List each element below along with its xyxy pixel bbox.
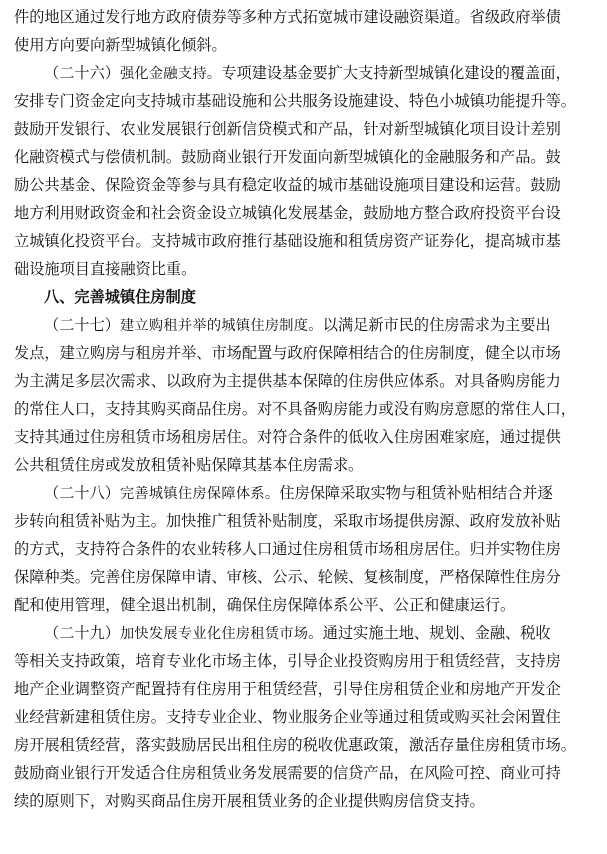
text-line: 化融资模式与偿债机制。鼓励商业银行开发面向新型城镇化的金融服务和产品。鼓: [14, 148, 561, 166]
paragraph-continuation: [14, 3, 593, 59]
text-segment: 专项建设基金要扩大支持新型城镇化建设的覆盖面，: [221, 64, 571, 82]
text-line: 业经营新建租赁住房。支持专业企业、物业服务企业等通过租赁或购买社会闲置住: [14, 708, 561, 726]
text-line: 发点，建立购房与租房并举、市场配置与政府保障相结合的住房制度，健全以市场: [14, 344, 561, 362]
text-line: 地方利用财政资金和社会资金设立城镇化发展基金，鼓励地方整合政府投资平台设: [14, 204, 561, 222]
text-segment: 以满足新市民的住房需求为主要出: [322, 316, 551, 334]
text-line: 等相关支持政策，培育专业化市场主体，引导企业投资购房用于租赁经营，支持房: [14, 652, 561, 670]
text-line: 步转向租赁补贴为主。加快推广租赁补贴制度，采取市场提供房源、政府发放补贴: [14, 512, 561, 530]
text-line: 保障种类。完善住房保障申请、审核、公示、轮候、复核制度，严格保障性住房分: [14, 568, 561, 586]
paragraph-lead: 建立购租并举的城镇住房制度。: [119, 318, 323, 334]
text-line: 立城镇化投资平台。支持城市政府推行基础设施和租赁房资产证券化，提高城市基: [14, 232, 561, 250]
paragraph-number: （二十六）: [44, 64, 120, 82]
text-line: 础设施项目直接融资比重。: [14, 260, 197, 278]
paragraph-29: [14, 619, 593, 815]
paragraph-first-line: [14, 59, 593, 87]
text-line: 地产企业调整资产配置持有住房用于租赁经营，引导住房租赁企业和房地产开发企: [14, 680, 561, 698]
text-line: 件的地区通过发行地方政府债券等多种方式拓宽城市建设融资渠道。省级政府举债: [14, 8, 561, 26]
text-line: 使用方向要向新型城镇化倾斜。: [14, 36, 227, 54]
paragraph-first-line: [14, 479, 593, 507]
paragraph-lead: 完善城镇住房保障体系。: [119, 486, 280, 502]
text-line: 支持其通过住房租赁市场租房居住。对符合条件的低收入住房困难家庭，通过提供: [14, 428, 561, 446]
text-line: 的方式，支持符合条件的农业转移人口通过住房租赁市场租房居住。归并实物住房: [14, 540, 561, 558]
paragraph-27: [14, 311, 593, 479]
text-segment: 通过实施土地、规划、金融、税收: [322, 624, 551, 642]
text-line: 鼓励商业银行开发适合住房租赁业务发展需要的信贷产品，在风险可控、商业可持: [14, 764, 561, 782]
paragraph-26: [14, 59, 593, 283]
paragraph-number: （二十七）: [44, 316, 120, 334]
text-line: 续的原则下，对购买商品住房开展租赁业务的企业提供购房信贷支持。: [14, 792, 485, 810]
text-segment: 住房保障采取实物与租赁补贴相结合并逐: [279, 484, 553, 502]
text-line: 的常住人口，支持其购买商品住房。对不具备购房能力或没有购房意愿的常住人口，: [14, 400, 576, 418]
text-line: 房开展租赁经营，落实鼓励居民出租住房的税收优惠政策，激活存量住房租赁市场。: [14, 736, 576, 754]
text-line: 励公共基金、保险资金等参与具有稳定收益的城市基础设施项目建设和运营。鼓励: [14, 176, 561, 194]
paragraph-lead: 强化金融支持。: [119, 66, 222, 82]
paragraph-number: （二十九）: [44, 624, 120, 642]
paragraph-28: [14, 479, 593, 619]
paragraph-first-line: [14, 619, 593, 647]
paragraph-first-line: [14, 311, 593, 339]
section-heading: 八、完善城镇住房制度: [44, 288, 196, 306]
text-line: 公共租赁住房或发放租赁补贴保障其基本住房需求。: [14, 456, 364, 474]
paragraph-number: （二十八）: [44, 484, 120, 502]
text-line: 配和使用管理，健全退出机制，确保住房保障体系公平、公正和健康运行。: [14, 596, 516, 614]
paragraph-lead: 加快发展专业化住房租赁市场。: [119, 626, 323, 642]
text-line: 鼓励开发银行、农业发展银行创新信贷模式和产品，针对新型城镇化项目设计差别: [14, 120, 561, 138]
text-line: 为主满足多层次需求、以政府为主提供基本保障的住房供应体系。对具备购房能力: [14, 372, 561, 390]
text-line: 安排专门资金定向支持城市基础设施和公共服务设施建设、特色小城镇功能提升等。: [14, 92, 576, 110]
